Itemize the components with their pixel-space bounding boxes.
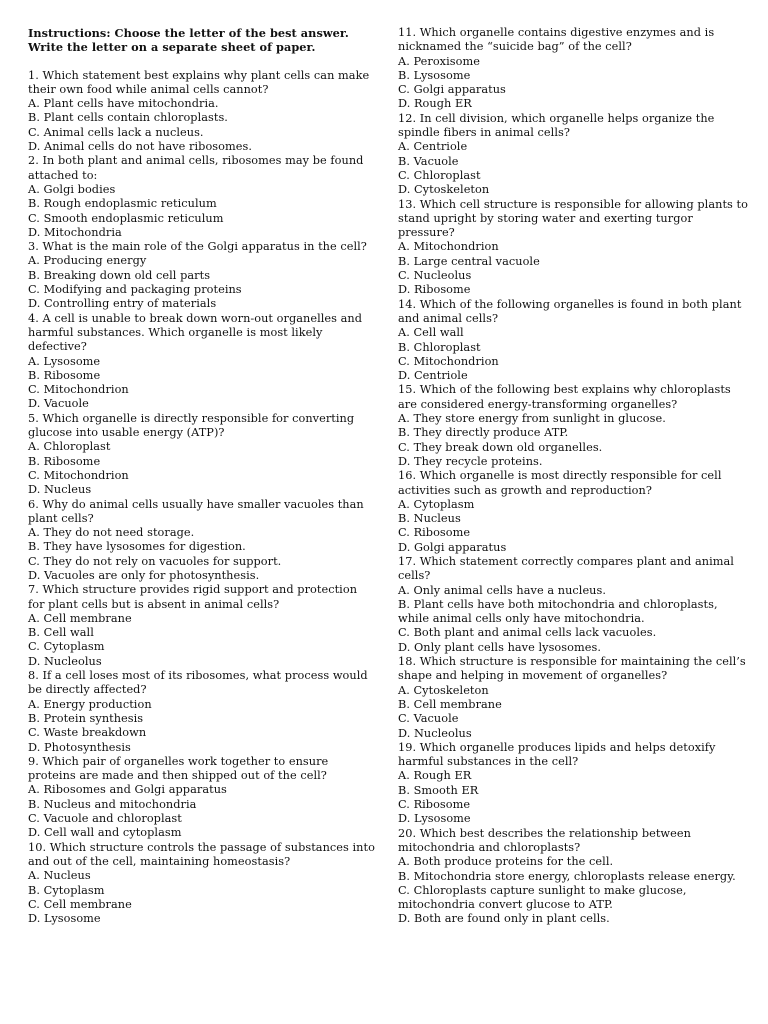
question-block <box>398 198 748 298</box>
answer-option: A. Peroxisome <box>398 54 480 68</box>
right-column <box>398 26 748 1024</box>
question-stem: 7. Which structure provides rigid support and protection for plant cells but is absent in animal cells? <box>28 583 358 611</box>
question-block <box>398 112 748 198</box>
question-block <box>398 383 748 469</box>
question-block <box>398 26 748 112</box>
answer-option: C. Both plant and animal cells lack vacuoles. <box>398 626 657 640</box>
question-block <box>28 69 376 155</box>
answer-option: B. Large central vacuole <box>398 254 540 268</box>
answer-option: A. Ribosomes and Golgi apparatus <box>28 783 227 797</box>
answer-option: D. Rough ER <box>398 97 472 111</box>
answer-option: B. Plant cells contain chloroplasts. <box>28 111 228 125</box>
answer-option: B. Rough endoplasmic reticulum <box>28 197 217 211</box>
question-list-left <box>28 69 376 927</box>
answer-option: D. Controlling entry of materials <box>28 297 217 311</box>
answer-option: A. Rough ER <box>398 769 472 783</box>
question-stem: 6. Why do animal cells usually have smaller vacuoles than plant cells? <box>28 497 364 525</box>
question-stem: 20. Which best describes the relationship between mitochondria and chloroplasts? <box>398 826 691 854</box>
answer-option: C. They do not rely on vacuoles for support. <box>28 554 282 568</box>
question-stem: 5. Which organelle is directly responsible for converting glucose into usable energy (ATP)? <box>28 411 355 440</box>
answer-option: C. Vacuole <box>398 712 459 726</box>
answer-option: D. Both are found only in plant cells. <box>398 912 610 926</box>
answer-option: A. Only animal cells have a nucleus. <box>398 583 607 597</box>
question-stem: 9. Which pair of organelles work together to ensure proteins are made and then shipped out of the cell? <box>28 754 329 783</box>
answer-option: C. Cytoplasm <box>28 640 105 654</box>
answer-option: D. Only plant cells have lysosomes. <box>398 640 601 654</box>
answer-option: C. Cell membrane <box>28 897 132 911</box>
answer-option: B. Cytoplasm <box>28 883 105 897</box>
answer-option: D. Nucleus <box>28 483 92 497</box>
answer-option: D. They recycle proteins. <box>398 454 543 468</box>
question-stem: 18. Which structure is responsible for maintaining the cell’s shape and helping in movement of organelles? <box>398 655 746 683</box>
answer-option: D. Vacuole <box>28 397 89 411</box>
answer-option: D. Lysosome <box>28 912 101 926</box>
answer-option: B. Vacuole <box>398 154 459 168</box>
question-block <box>28 154 376 240</box>
question-block <box>28 755 376 841</box>
answer-option: B. Ribosome <box>28 368 101 382</box>
question-stem: 15. Which of the following best explains why chloroplasts are considered energy-transforming organelles? <box>398 383 731 411</box>
instructions: Instructions: Choose the letter of the best answer. Write the letter on a separate sheet of paper. <box>28 26 349 55</box>
answer-option: D. Lysosome <box>398 812 471 826</box>
left-column <box>28 26 376 1024</box>
answer-option: A. Plant cells have mitochondria. <box>28 97 219 111</box>
question-block <box>28 669 376 755</box>
question-block <box>398 469 748 555</box>
question-stem: 16. Which organelle is most directly responsible for cell activities such as growth and reproduction? <box>398 469 722 497</box>
answer-option: D. Mitochondria <box>28 225 122 239</box>
answer-option: C. Ribosome <box>398 798 471 812</box>
question-list-right <box>398 26 748 927</box>
question-stem: 12. In cell division, which organelle helps organize the spindle fibers in animal cells? <box>398 111 715 140</box>
answer-option: A. Energy production <box>28 697 152 711</box>
answer-option: C. They break down old organelles. <box>398 440 603 454</box>
question-block <box>398 827 748 927</box>
question-block <box>28 583 376 669</box>
question-stem: 1. Which statement best explains why plant cells can make their own food while animal cells cannot? <box>28 68 370 96</box>
answer-option: C. Ribosome <box>398 526 471 540</box>
answer-option: B. Mitochondria store energy, chloroplasts release energy. <box>398 869 736 883</box>
answer-option: A. Cytoskeleton <box>398 683 489 697</box>
answer-option: B. They have lysosomes for digestion. <box>28 540 246 554</box>
question-block <box>28 412 376 498</box>
answer-option: A. Chloroplast <box>28 440 111 454</box>
answer-option: B. Smooth ER <box>398 783 479 797</box>
question-stem: 10. Which structure controls the passage of substances into and out of the cell, maintaining homeostasis? <box>28 840 375 868</box>
answer-option: C. Mitochondrion <box>28 383 129 397</box>
question-stem: 2. In both plant and animal cells, ribosomes may be found attached to: <box>28 154 364 182</box>
answer-option: A. Nucleus <box>28 869 91 883</box>
answer-option: D. Cell wall and cytoplasm <box>28 826 182 840</box>
answer-option: D. Centriole <box>398 369 468 383</box>
answer-option: B. Chloroplast <box>398 340 481 354</box>
answer-option: B. Plant cells have both mitochondria and chloroplasts, while animal cells only have mitochondria. <box>398 597 718 626</box>
question-stem: 14. Which of the following organelles is found in both plant and animal cells? <box>398 297 742 325</box>
answer-option: C. Mitochondrion <box>398 354 499 368</box>
question-stem: 19. Which organelle produces lipids and helps detoxify harmful substances in the cell? <box>398 740 716 769</box>
answer-option: D. Golgi apparatus <box>398 540 507 554</box>
answer-option: C. Chloroplasts capture sunlight to make glucose, mitochondria convert glucose to ATP. <box>398 883 687 912</box>
answer-option: B. Cell wall <box>28 626 94 640</box>
answer-option: D. Animal cells do not have ribosomes. <box>28 140 252 154</box>
answer-option: B. Nucleus <box>398 512 461 526</box>
question-stem: 17. Which statement correctly compares plant and animal cells? <box>398 554 734 583</box>
answer-option: A. Mitochondrion <box>398 240 499 254</box>
question-block <box>28 498 376 584</box>
answer-option: B. Protein synthesis <box>28 711 144 725</box>
answer-option: B. Cell membrane <box>398 697 502 711</box>
answer-option: D. Nucleolus <box>398 726 472 740</box>
answer-option: C. Smooth endoplasmic reticulum <box>28 211 224 225</box>
question-stem: 8. If a cell loses most of its ribosomes, what process would be directly affected? <box>28 669 368 697</box>
answer-option: D. Ribosome <box>398 283 471 297</box>
answer-option: D. Cytoskeleton <box>398 183 490 197</box>
answer-option: C. Waste breakdown <box>28 726 147 740</box>
answer-option: B. Nucleus and mitochondria <box>28 797 197 811</box>
answer-option: B. Lysosome <box>398 68 471 82</box>
answer-option: D. Vacuoles are only for photosynthesis. <box>28 568 260 582</box>
question-block <box>28 312 376 412</box>
answer-option: A. Lysosome <box>28 354 101 368</box>
answer-option: C. Vacuole and chloroplast <box>28 812 182 826</box>
answer-option: A. They store energy from sunlight in glucose. <box>398 412 666 426</box>
answer-option: B. Breaking down old cell parts <box>28 268 211 282</box>
answer-option: A. They do not need storage. <box>28 526 195 540</box>
question-block <box>28 240 376 311</box>
answer-option: C. Golgi apparatus <box>398 83 506 97</box>
answer-option: B. Ribosome <box>28 454 101 468</box>
question-stem: 4. A cell is unable to break down worn-out organelles and harmful substances. Which organelle is most likely defective? <box>28 311 363 354</box>
answer-option: A. Centriole <box>398 140 468 154</box>
question-stem: 13. Which cell structure is responsible for allowing plants to stand upright by storing water and exerting turgor pressure? <box>398 197 748 240</box>
answer-option: A. Golgi bodies <box>28 182 116 196</box>
answer-option: B. They directly produce ATP. <box>398 426 569 440</box>
question-stem: 3. What is the main role of the Golgi apparatus in the cell? <box>28 240 367 254</box>
question-block <box>398 555 748 655</box>
question-block <box>398 741 748 827</box>
answer-option: C. Nucleolus <box>398 269 472 283</box>
question-block <box>398 655 748 741</box>
answer-option: A. Cell membrane <box>28 611 132 625</box>
answer-option: C. Chloroplast <box>398 168 481 182</box>
answer-option: A. Cytoplasm <box>398 497 475 511</box>
answer-option: C. Modifying and packaging proteins <box>28 283 242 297</box>
question-stem: 11. Which organelle contains digestive enzymes and is nicknamed the “suicide bag” of the cell? <box>398 26 715 54</box>
answer-option: D. Photosynthesis <box>28 740 131 754</box>
answer-option: A. Both produce proteins for the cell. <box>398 855 614 869</box>
answer-option: D. Nucleolus <box>28 654 102 668</box>
answer-option: C. Mitochondrion <box>28 468 129 482</box>
answer-option: C. Animal cells lack a nucleus. <box>28 125 204 139</box>
question-block <box>398 298 748 384</box>
answer-option: A. Producing energy <box>28 254 147 268</box>
answer-option: A. Cell wall <box>398 326 464 340</box>
question-block <box>28 841 376 927</box>
